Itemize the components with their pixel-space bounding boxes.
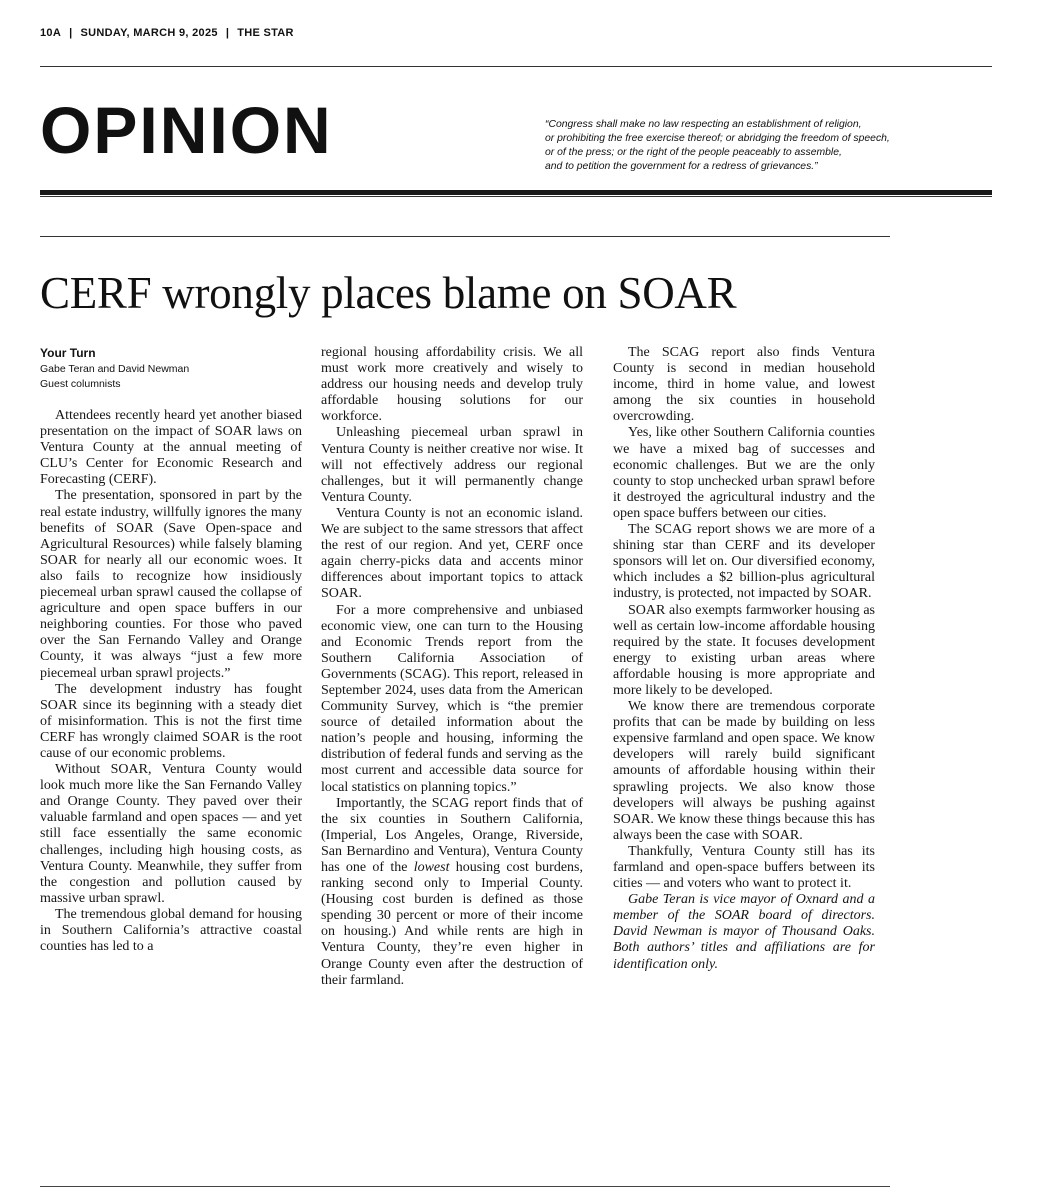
article-headline: CERF wrongly places blame on SOAR — [40, 268, 737, 318]
byline-role: Guest columnists — [40, 378, 121, 390]
article-paragraph: Attendees recently heard yet another biased presentation on the impact of SOAR laws on Ventura County at the annual meeting of CLU’s Center for Economic Research and Forecasting (CERF). — [40, 408, 302, 488]
header-separator: | — [69, 27, 73, 39]
article-column-3 — [613, 345, 875, 973]
article-paragraph: regional housing affordability crisis. We all must work more creatively and wisely to address our housing needs and develop truly affordable housing solutions for our workforce. — [321, 345, 583, 425]
first-amendment-quote — [545, 118, 995, 174]
section-title: OPINION — [40, 93, 333, 167]
header-divider — [40, 66, 992, 67]
article-bottom-rule — [40, 1186, 890, 1187]
article-paragraph: SOAR also exempts farmworker housing as well as certain low-income affordable housing required by the state. It focuses development energy to existing urban areas where affordable housing is more appropriate and more likely to be developed. — [613, 602, 875, 698]
author-bio: Gabe Teran is vice mayor of Oxnard and a member of the SOAR board of directors. David Newman is mayor of Thousand Oaks. Both authors’ titles and affiliations are for identification only. — [613, 892, 875, 972]
article-paragraph: Unleashing piecemeal urban sprawl in Ventura County is neither creative nor wise. It will not effectively address our regional challenges, but it will permanently change Ventura County. — [321, 425, 583, 505]
article-paragraph: Yes, like other Southern California counties we have a mixed bag of successes and economic challenges. But we are the only county to stop unchecked urban sprawl before it destroyed the agricultural industry and the open space buffers between our cities. — [613, 425, 875, 521]
section-divider-thin — [40, 196, 992, 197]
header-separator: | — [225, 27, 230, 39]
article-paragraph: The SCAG report also finds Ventura County is second in median household income, third in home value, and lowest among the six counties in household overcrowding. — [613, 345, 875, 425]
column-body — [613, 345, 875, 892]
byline — [40, 345, 302, 392]
section-divider — [40, 190, 992, 195]
page-header — [40, 27, 294, 39]
article-paragraph: Without SOAR, Ventura County would look much more like the San Fernando Valley and Orange County. They paved over their valuable farmland and open spaces — and yet still face essentially the same economic challenges, including high housing costs, as Ventura County. Meanwhile, they suffer from the congestion and pollution caused by massive urban sprawl. — [40, 762, 302, 906]
page-number: 10A — [40, 27, 62, 39]
article-paragraph: We know there are tremendous corporate profits that can be made by building on less expensive farmland and open space. We know developers will rarely build significant amounts of affordable housing within their sprawling projects. We also know those developers will always be pushing against SOAR. We know these things because this has always been the case with SOAR. — [613, 699, 875, 843]
article-column-1 — [40, 345, 302, 955]
article-paragraph: The presentation, sponsored in part by the real estate industry, willfully ignores the many benefits of SOAR (Save Open-space and Agricultural Resources) while falsely blaming SOAR for nearly all our economic woes. It also fails to recognize how insidiously piecemeal urban sprawl caused the collapse of agriculture and open space buffers in our neighboring counties. For those who paved over the San Fernando Valley and Orange County, it was always “just a few more piecemeal urban sprawl projects.” — [40, 488, 302, 681]
article-paragraph: Importantly, the SCAG report finds that of the six counties in Southern California, (Imperial, Los Angeles, Orange, Riverside, San Bernardino and Ventura), Ventura County has one of the lowest housing cost burdens, ranking second only to Imperial County. (Housing cost burden is defined as those spending 30 percent or more of their income on housing.) And while rents are high in Ventura County, they’re even higher in Orange County even after the destruction of their farmland. — [321, 795, 583, 988]
quote-line: and to petition the government for a redress of grievances.” — [545, 161, 818, 172]
article-paragraph: For a more comprehensive and unbiased economic view, one can turn to the Housing and Economic Trends report from the Southern California Association of Governments (SCAG). This report, released in September 2024, uses data from the American Community Survey, which is “the premier source of detailed information about the nation’s people and housing, informing the distribution of federal funds and serving as the most current and accessible data source for local statistics on planning topics.” — [321, 602, 583, 795]
article-paragraph: The development industry has fought SOAR since its beginning with a steady diet of misinformation. This is not the first time CERF has wrongly claimed SOAR is the root cause of our economic problems. — [40, 681, 302, 761]
article-paragraph: The SCAG report shows we are more of a shining star than CERF and its developer sponsors will let on. Our diversified economy, which includes a $2 billion-plus agricultural industry, is protected, not impacted by SOAR. — [613, 522, 875, 602]
quote-line: “Congress shall make no law respecting an establishment of religion, — [545, 119, 862, 130]
article-column-2 — [321, 345, 583, 989]
column-body — [40, 408, 302, 955]
publication-date: SUNDAY, MARCH 9, 2025 — [80, 27, 218, 39]
article-paragraph: The tremendous global demand for housing in Southern California’s attractive coastal counties has led to a — [40, 906, 302, 955]
byline-authors: Gabe Teran and David Newman — [40, 363, 190, 375]
article-top-rule — [40, 236, 890, 237]
byline-tag: Your Turn — [40, 346, 96, 360]
quote-line: or prohibiting the free exercise thereof; or abridging the freedom of speech, — [545, 133, 890, 144]
article-paragraph: Thankfully, Ventura County still has its farmland and open-space buffers between its cities — and voters who want to protect it. — [613, 843, 875, 892]
article-paragraph: Ventura County is not an economic island. We are subject to the same stressors that affect the rest of our region. And yet, CERF once again cherry-picks data and accents minor differences about important topics to attack SOAR. — [321, 505, 583, 602]
column-body — [321, 345, 583, 989]
newspaper-name: THE STAR — [237, 27, 294, 39]
quote-line: or of the press; or the right of the people peaceably to assemble, — [545, 147, 842, 158]
